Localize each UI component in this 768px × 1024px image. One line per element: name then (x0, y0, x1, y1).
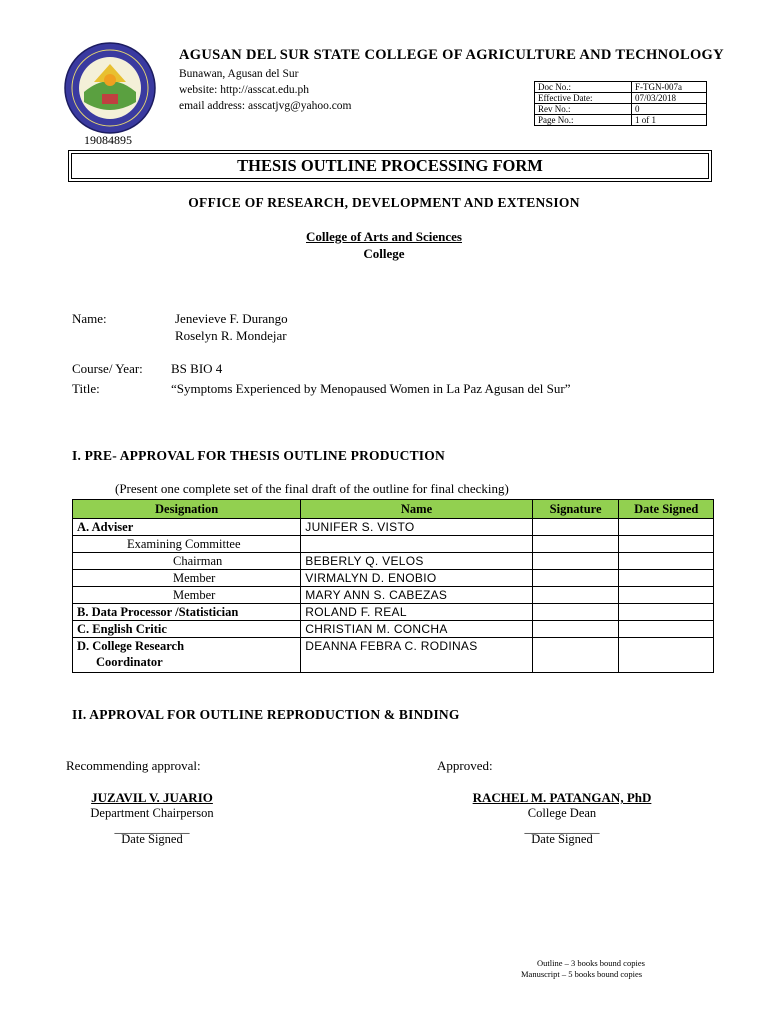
school-email: email address: asscatjvg@yahoo.com (179, 100, 352, 112)
column-header: Signature (532, 500, 619, 519)
course-value: BS BIO 4 (171, 361, 223, 376)
doc-info-row (535, 82, 707, 93)
designation-cell: Chairman (73, 553, 301, 570)
student-name-2: Roselyn R. Mondejar (175, 328, 287, 343)
right-signatory-name: RACHEL M. PATANGAN, PhD (472, 790, 652, 805)
table-row (73, 587, 714, 604)
document-info-table (534, 81, 707, 126)
table-row (73, 638, 714, 673)
left-signatory-name: JUZAVIL V. JUARIO (91, 790, 213, 805)
left-date-signed-label: Date Signed (121, 832, 183, 846)
right-signature-line[interactable]: ____________ (524, 821, 600, 835)
name-cell: DEANNA FEBRA C. RODINAS (301, 638, 532, 673)
college-value: College of Arts and Sciences (306, 229, 462, 244)
date-signed-cell[interactable] (619, 519, 714, 536)
doc-info-value: 0 (632, 104, 707, 115)
right-signatory-role: College Dean (527, 806, 597, 820)
name-cell (301, 536, 532, 553)
section-1-heading: I. PRE- APPROVAL FOR THESIS OUTLINE PRODUCTION (72, 448, 445, 463)
date-signed-cell[interactable] (619, 536, 714, 553)
right-signatory (440, 790, 684, 847)
title-label: Title: (72, 381, 100, 396)
school-name: AGUSAN DEL SUR STATE COLLEGE OF AGRICULTURE AND TECHNOLOGY (179, 47, 724, 63)
school-website: website: http://asscat.edu.ph (179, 84, 309, 96)
name-cell: BEBERLY Q. VELOS (301, 553, 532, 570)
thesis-title: “Symptoms Experienced by Menopaused Women in La Paz Agusan del Sur” (171, 381, 571, 396)
section-1-note: (Present one complete set of the final draft of the outline for final checking) (115, 481, 509, 496)
designation-cell: Examining Committee (73, 536, 301, 553)
column-header: Name (301, 500, 532, 519)
signature-cell[interactable] (532, 621, 619, 638)
approved-label: Approved: (437, 758, 493, 773)
name-cell: ROLAND F. REAL (301, 604, 532, 621)
left-signature-line[interactable]: ____________ (114, 821, 190, 835)
date-signed-cell[interactable] (619, 587, 714, 604)
table-row (73, 604, 714, 621)
left-signatory-role: Department Chairperson (90, 806, 214, 820)
college-seal-logo (64, 42, 156, 134)
date-signed-cell[interactable] (619, 621, 714, 638)
signature-cell[interactable] (532, 536, 619, 553)
office-heading: OFFICE OF RESEARCH, DEVELOPMENT AND EXTENSION (188, 195, 580, 210)
section-2-heading: II. APPROVAL FOR OUTLINE REPRODUCTION & BINDING (72, 707, 460, 722)
signature-cell[interactable] (532, 570, 619, 587)
doc-info-key: Effective Date: (535, 93, 632, 104)
doc-info-value: F-TGN-007a (632, 82, 707, 93)
designation-cell: Member (73, 570, 301, 587)
name-label: Name: (72, 311, 107, 326)
date-signed-cell[interactable] (619, 604, 714, 621)
school-address: Bunawan, Agusan del Sur (179, 68, 299, 80)
designation-cell: B. Data Processor /Statistician (73, 604, 301, 621)
name-cell: JUNIFER S. VISTO (301, 519, 532, 536)
right-date-signed-label: Date Signed (531, 832, 593, 846)
signature-cell[interactable] (532, 604, 619, 621)
table-header-row (73, 500, 714, 519)
document-id: 19084895 (84, 133, 132, 147)
doc-info-key: Page No.: (535, 115, 632, 126)
table-row (73, 553, 714, 570)
college-label: College (363, 246, 405, 261)
form-title: THESIS OUTLINE PROCESSING FORM (71, 153, 709, 179)
signature-cell[interactable] (532, 519, 619, 536)
doc-info-value: 07/03/2018 (632, 93, 707, 104)
table-row (73, 621, 714, 638)
left-signatory (40, 790, 264, 847)
column-header: Designation (73, 500, 301, 519)
name-cell: VIRMALYN D. ENOBIO (301, 570, 532, 587)
table-row (73, 570, 714, 587)
recommending-label: Recommending approval: (66, 758, 201, 773)
designation-line-1: D. College Research (77, 639, 185, 653)
doc-info-key: Rev No.: (535, 104, 632, 115)
designation-cell: A. Adviser (73, 519, 301, 536)
footer-manuscript-note: Manuscript – 5 books bound copies (521, 969, 643, 979)
doc-info-key: Doc No.: (535, 82, 632, 93)
designation-cell (73, 638, 301, 673)
signature-cell[interactable] (532, 553, 619, 570)
table-row (73, 519, 714, 536)
date-signed-cell[interactable] (619, 638, 714, 673)
doc-info-row (535, 93, 707, 104)
designation-cell: C. English Critic (73, 621, 301, 638)
course-label: Course/ Year: (72, 361, 143, 376)
student-name-1: Jenevieve F. Durango (175, 311, 288, 326)
date-signed-cell[interactable] (619, 553, 714, 570)
name-cell: MARY ANN S. CABEZAS (301, 587, 532, 604)
designation-cell: Member (73, 587, 301, 604)
signature-cell[interactable] (532, 638, 619, 673)
footer-outline-note: Outline – 3 books bound copies (537, 958, 645, 968)
doc-info-row (535, 115, 707, 126)
signature-cell[interactable] (532, 587, 619, 604)
name-cell: CHRISTIAN M. CONCHA (301, 621, 532, 638)
date-signed-cell[interactable] (619, 570, 714, 587)
designation-line-2: Coordinator (96, 655, 163, 669)
approval-table (72, 499, 714, 673)
doc-info-value: 1 of 1 (632, 115, 707, 126)
doc-info-row (535, 104, 707, 115)
column-header: Date Signed (619, 500, 714, 519)
table-row (73, 536, 714, 553)
